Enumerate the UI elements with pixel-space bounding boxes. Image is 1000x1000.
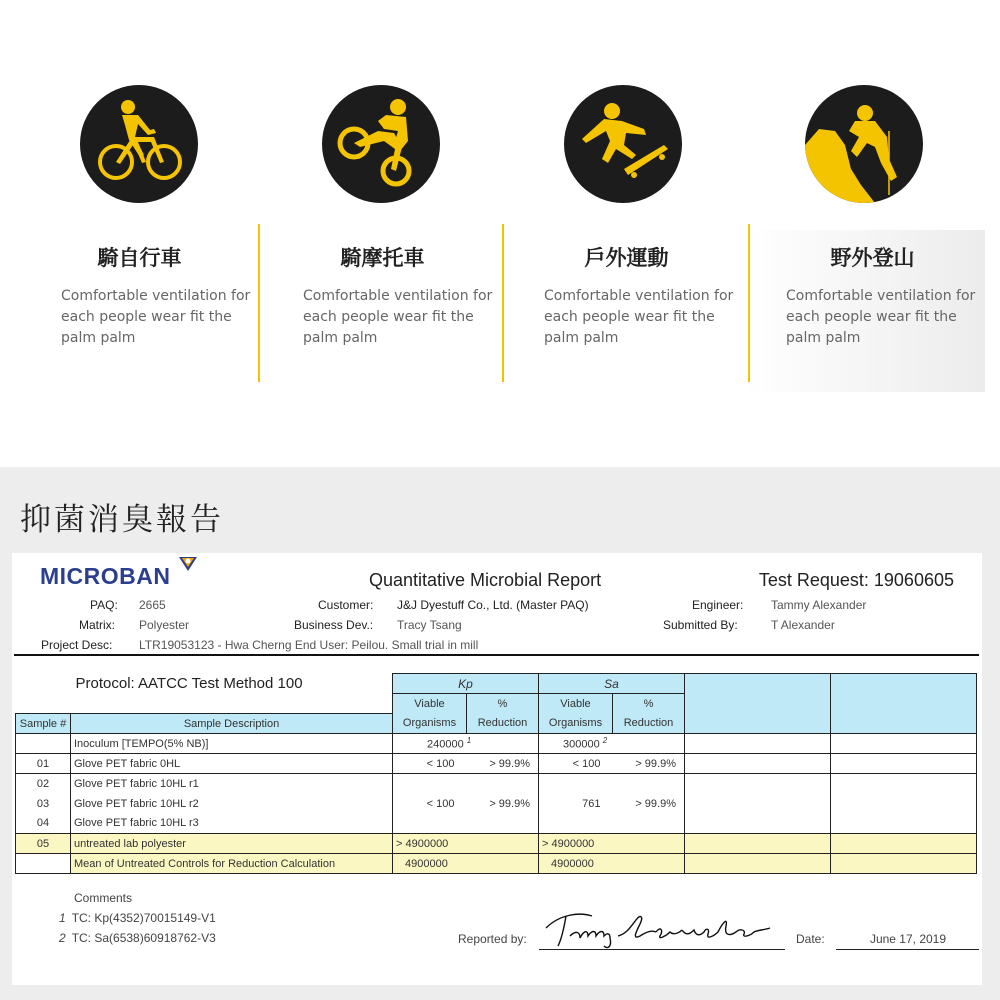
- sa-inoculum-value: 300000: [563, 738, 600, 751]
- kp-inoculum-value: 240000: [427, 738, 464, 751]
- protocol-label: Protocol: AATCC Test Method 100: [75, 675, 303, 692]
- skateboarder-icon: [564, 85, 682, 203]
- project-label: Project Desc:: [41, 638, 113, 652]
- percent-label: %: [467, 694, 539, 714]
- submitted-value: T Alexander: [771, 618, 835, 632]
- matrix-value: Polyester: [139, 618, 190, 632]
- project-value: LTR19053123 - Hwa Cherng End User: Peilou. Small trial in mill: [139, 638, 479, 652]
- reported-by-label: Reported by:: [458, 932, 527, 946]
- mean-description: Mean of Untreated Controls for Reduction Calculation: [71, 854, 393, 874]
- customer-value: J&J Dyestuff Co., Ltd. (Master PAQ): [397, 598, 589, 612]
- table-row-mean: [16, 854, 977, 874]
- blank-header: [831, 674, 977, 734]
- table-row: [16, 754, 977, 774]
- sample-description: Glove PET fabric 0HL: [71, 754, 393, 774]
- footnote-mark: 2: [59, 931, 66, 945]
- microban-logo: [40, 563, 171, 590]
- table-row-inoculum: [16, 734, 977, 754]
- activity-title: 騎摩托車: [340, 246, 425, 270]
- sample-description-header: Sample Description: [71, 714, 393, 734]
- organisms-label: Organisms: [393, 714, 467, 734]
- activity-description: Comfortable ventilation for each people wear fit the palm palm: [61, 288, 251, 346]
- kp-viable: < 100: [393, 774, 467, 834]
- kp-reduction: > 99.9%: [467, 754, 539, 774]
- sa-mean: 4900000: [539, 854, 685, 874]
- viable-label: Viable: [393, 694, 467, 714]
- comments-label: Comments: [74, 891, 133, 905]
- activity-title: 戶外運動: [584, 246, 669, 270]
- kp-mean: 4900000: [393, 854, 539, 874]
- table-row-untreated: [16, 834, 977, 854]
- comment-line: [59, 911, 216, 925]
- activity-description: Comfortable ventilation for each people wear fit the palm palm: [786, 288, 976, 346]
- percent-label: %: [613, 694, 685, 714]
- submitted-label: Submitted By:: [663, 618, 738, 632]
- sa-reduction: > 99.9%: [613, 754, 685, 774]
- customer-label: Customer:: [318, 598, 374, 612]
- microban-shield-icon: [177, 554, 199, 572]
- climber-icon: [805, 85, 923, 203]
- reduction-label: Reduction: [467, 714, 539, 734]
- engineer-value: Tammy Alexander: [771, 598, 867, 612]
- sa-viable: < 100: [539, 754, 613, 774]
- sample-number-header: Sample #: [16, 714, 71, 734]
- sample-number: 02: [16, 774, 71, 794]
- sa-header: Sa: [539, 674, 685, 694]
- blank-header: [685, 674, 831, 734]
- sa-reduction: > 99.9%: [613, 774, 685, 834]
- activity-title: 野外登山: [830, 246, 915, 270]
- matrix-label: Matrix:: [79, 618, 115, 632]
- header-rule: [14, 654, 979, 656]
- test-request: Test Request: 19060605: [758, 570, 954, 590]
- sa-viable: > 4900000: [539, 834, 685, 854]
- activity-description: Comfortable ventilation for each people wear fit the palm palm: [544, 288, 734, 346]
- footnote-mark: 1: [59, 911, 66, 925]
- sample-description: Inoculum [TEMPO(5% NB)]: [71, 734, 393, 754]
- activity-title: 騎自行車: [97, 246, 182, 270]
- motocross-icon: [322, 85, 440, 203]
- activity-description: Comfortable ventilation for each people wear fit the palm palm: [303, 288, 493, 346]
- report-heading: 抑菌消臭報告: [20, 502, 224, 538]
- viable-label: Viable: [539, 694, 613, 714]
- report-title: Quantitative Microbial Report: [369, 570, 602, 590]
- sa-inoculum: [539, 734, 685, 754]
- activity-card-outdoor-sports: [504, 0, 749, 400]
- results-table: [15, 673, 977, 874]
- kp-header: Kp: [393, 674, 539, 694]
- sample-number: 04: [16, 814, 71, 834]
- signature: [540, 906, 780, 950]
- comment-text: TC: Sa(6538)60918762-V3: [71, 931, 216, 945]
- paq-label: PAQ:: [90, 598, 118, 612]
- sample-description: Glove PET fabric 10HL r1: [71, 774, 393, 794]
- kp-reduction: > 99.9%: [467, 774, 539, 834]
- sample-description: Glove PET fabric 10HL r2: [71, 794, 393, 814]
- footnote-mark: 1: [466, 736, 472, 746]
- report-document: [12, 553, 982, 985]
- paq-value: 2665: [139, 598, 166, 612]
- sample-number: 05: [16, 834, 71, 854]
- sample-number: 01: [16, 754, 71, 774]
- kp-inoculum: [393, 734, 539, 754]
- footnote-mark: 2: [602, 736, 608, 746]
- activities-section: [0, 0, 1000, 420]
- reduction-label: Reduction: [613, 714, 685, 734]
- kp-viable: < 100: [393, 754, 467, 774]
- comment-line: [59, 931, 216, 945]
- table-row: [16, 774, 977, 794]
- sample-description: untreated lab polyester: [71, 834, 393, 854]
- activity-card-motorcycle: [260, 0, 505, 400]
- organisms-label: Organisms: [539, 714, 613, 734]
- sa-viable: 761: [539, 774, 613, 834]
- sample-description: Glove PET fabric 10HL r3: [71, 814, 393, 834]
- activity-card-cycling: [17, 0, 262, 400]
- signature-line: [539, 949, 785, 950]
- engineer-label: Engineer:: [692, 598, 744, 612]
- business-label: Business Dev.:: [294, 618, 374, 632]
- logo-text: MICROBAN: [40, 563, 171, 589]
- date-label: Date:: [796, 932, 825, 946]
- date-line: [836, 949, 979, 950]
- business-value: Tracy Tsang: [397, 618, 462, 632]
- date-value: June 17, 2019: [869, 932, 947, 946]
- activity-card-mountain-climbing: [750, 0, 995, 400]
- comment-text: TC: Kp(4352)70015149-V1: [71, 911, 216, 925]
- kp-viable: > 4900000: [393, 834, 539, 854]
- cyclist-icon: [80, 85, 198, 203]
- sample-number: 03: [16, 794, 71, 814]
